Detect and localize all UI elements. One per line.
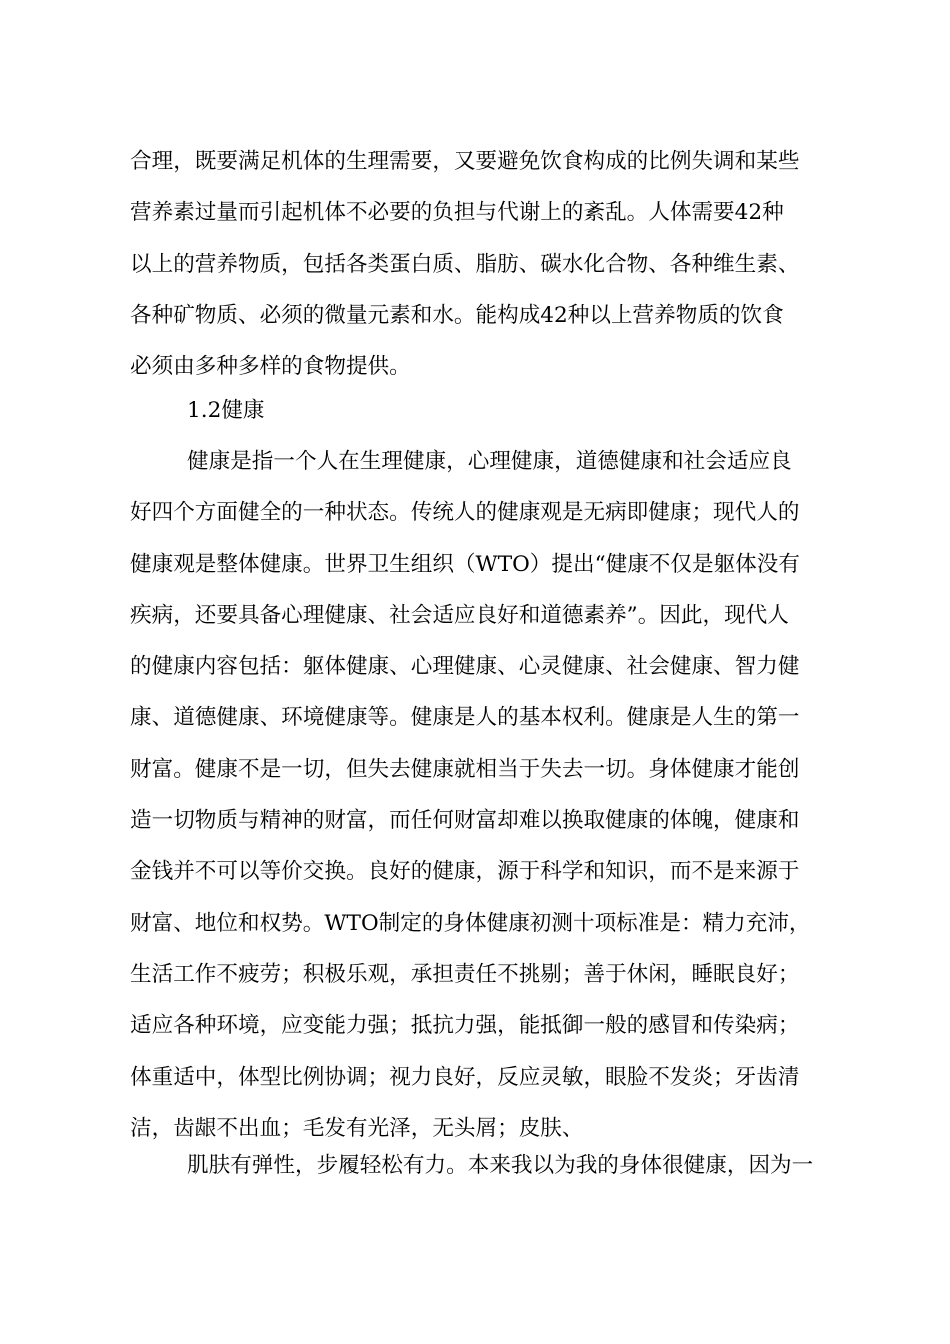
text-line: 适应各种环境，应变能力强；抵抗力强，能抵御一般的感冒和传染病； [130,1013,800,1039]
text-line: 营养素过量而引起机体不必要的负担与代谢上的紊乱。人体需要42种 [130,200,784,226]
section-heading: 1.2健康 [187,398,265,423]
text-line: 肌肤有弹性，步履轻松有力。本来我以为我的身体很健康，因为一 [187,1153,814,1178]
text-line: 生活工作不疲劳；积极乐观，承担责任不挑剔；善于休闲，睡眠良好； [130,961,800,987]
text-line: 金钱并不可以等价交换。良好的健康，源于科学和知识，而不是来源于 [130,859,800,885]
paragraph-continuation [130,1140,825,1191]
paragraph-diet-nutrition [130,136,825,392]
text-line: 健康是指一个人在生理健康，心理健康，道德健康和社会适应良 [187,449,792,474]
text-line: 必须由多种多样的食物提供。 [130,354,411,380]
text-line: 洁，齿龈不出血；毛发有光泽，无头屑；皮肤、 [130,1115,584,1141]
paragraph-health [130,436,825,1154]
text-line: 财富。健康不是一切，但失去健康就相当于失去一切。身体健康才能创 [130,756,800,782]
text-line: 康、道德健康、环境健康等。健康是人的基本权利。健康是人生的第一 [130,705,800,731]
text-line: 好四个方面健全的一种状态。传统人的健康观是无病即健康；现代人的 [130,500,800,526]
text-line: 财富、地位和权势。WTO制定的身体健康初测十项标准是：精力充沛， [130,910,811,936]
text-line: 以上的营养物质，包括各类蛋白质、脂肪、碳水化合物、各种维生素、 [130,251,800,277]
text-line: 的健康内容包括：躯体健康、心理健康、心灵健康、社会健康、智力健 [130,654,800,680]
text-line: 造一切物质与精神的财富，而任何财富却难以换取健康的体魄，健康和 [130,808,800,834]
text-line: 各种矿物质、必须的微量元素和水。能构成42种以上营养物质的饮食 [130,302,784,328]
text-line: 体重适中，体型比例协调；视力良好，反应灵敏，眼脸不发炎；牙齿清 [130,1064,800,1090]
text-line: 疾病，还要具备心理健康、社会适应良好和道德素养”。因此，现代人 [130,602,789,628]
text-line: 合理，既要满足机体的生理需要，又要避免饮食构成的比例失调和某些 [130,149,800,174]
text-line: 健康观是整体健康。世界卫生组织（WTO）提出“健康不仅是躯体没有 [130,551,800,577]
